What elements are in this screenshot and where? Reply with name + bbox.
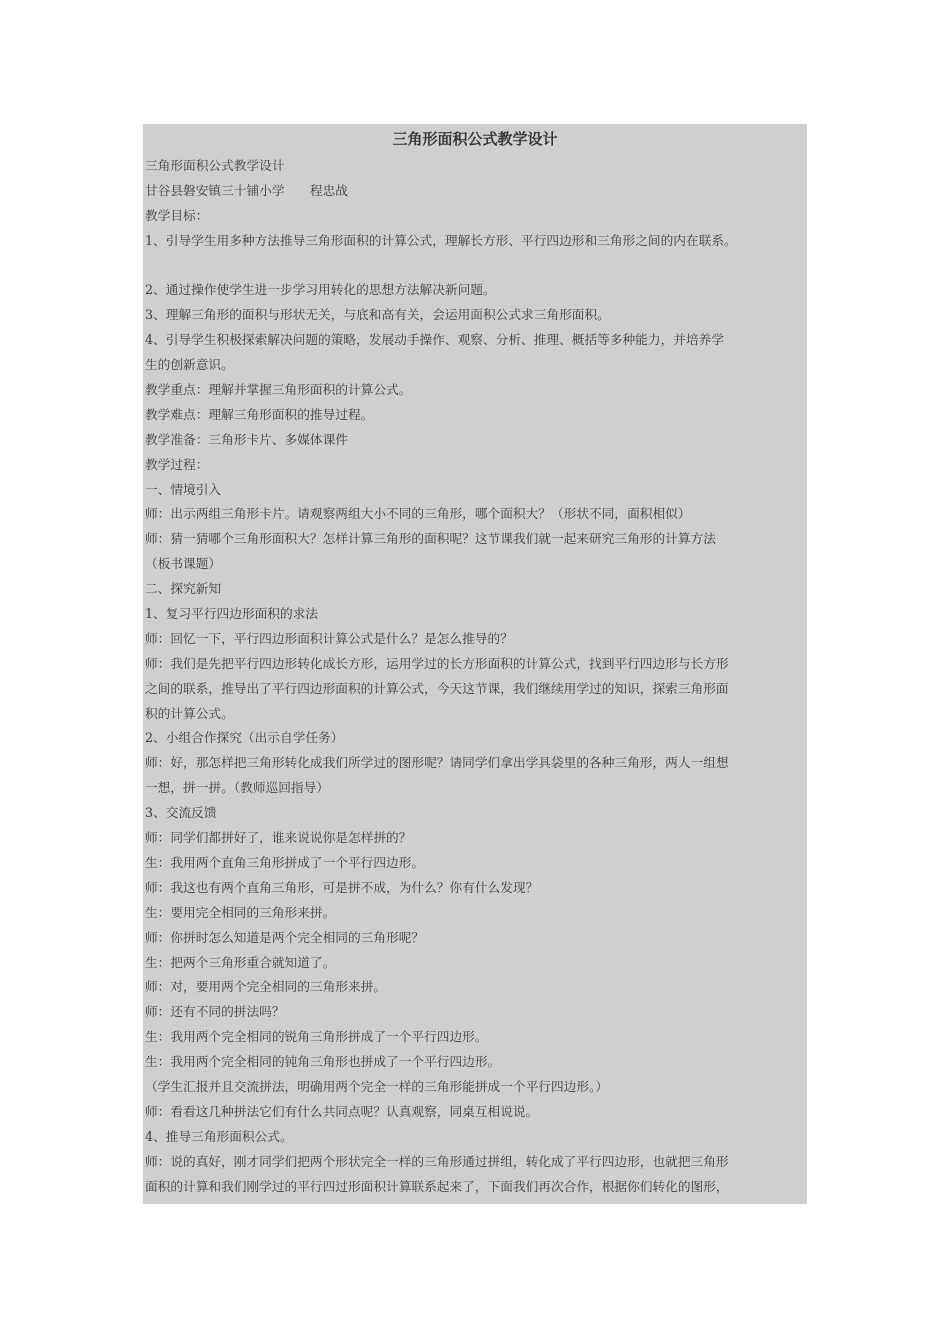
text-line: 1、复习平行四边形面积的求法: [145, 606, 319, 622]
text-line: 甘谷县磐安镇三十铺小学 程忠战: [145, 182, 348, 198]
text-line: 3、理解三角形的面积与形状无关，与底和高有关，会运用面积公式求三角形面积。: [145, 307, 610, 323]
text-line: （板书课题）: [145, 556, 222, 572]
text-line: 生的创新意识。: [145, 357, 234, 373]
text-line: 教学过程：: [145, 456, 209, 472]
text-line: 教学准备：三角形卡片、多媒体课件: [145, 431, 348, 447]
text-line: 师：出示两组三角形卡片。请观察两组大小不同的三角形，哪个面积大？（形状不同，面积相似）: [145, 506, 691, 522]
text-line: 2、小组合作探究（出示自学任务）: [145, 730, 344, 746]
text-line: 一、情境引入: [145, 481, 222, 497]
text-line: 3、交流反馈: [145, 805, 217, 821]
text-line: 师：说的真好，刚才同学们把两个形状完全一样的三角形通过拼组，转化成了平行四边形，也就把三角形: [145, 1153, 729, 1169]
text-line: 师：猜一猜哪个三角形面积大？怎样计算三角形的面积呢？这节课我们就一起来研究三角形的计算方法: [145, 531, 716, 547]
text-line: 4、推导三角形面积公式。: [145, 1128, 293, 1144]
text-line: [145, 254, 807, 279]
text-line: 之间的联系，推导出了平行四边形面积的计算公式，今天这节课，我们继续用学过的知识，探索三角形面: [145, 680, 729, 696]
text-line: 教学难点：理解三角形面积的推导过程。: [145, 406, 374, 422]
text-line: 生：我用两个完全相同的锐角三角形拼成了一个平行四边形。: [145, 1029, 488, 1045]
document-body: [143, 154, 807, 1199]
text-line: 师：回忆一下，平行四边形面积计算公式是什么？是怎么推导的？: [145, 630, 513, 646]
text-line: 一想，拼一拼。（教师巡回指导）: [145, 780, 329, 796]
text-line: 2、通过操作使学生进一步学习用转化的思想方法解决新问题。: [145, 282, 496, 298]
text-line: 生：我用两个完全相同的钝角三角形也拼成了一个平行四边形。: [145, 1054, 501, 1070]
text-line: 4、引导学生积极探索解决问题的策略，发展动手操作、观察、分析、推理、概括等多种能力，并培养学: [145, 332, 725, 348]
text-line: 师：对，要用两个完全相同的三角形来拼。: [145, 979, 387, 995]
text-line: 二、探究新知: [145, 581, 222, 597]
text-line: 师：我们是先把平行四边形转化成长方形，运用学过的长方形面积的计算公式，找到平行四边形与长方形: [145, 655, 729, 671]
text-line: 积的计算公式。: [145, 705, 234, 721]
document-sheet: [143, 124, 807, 1204]
text-line: 1、引导学生用多种方法推导三角形面积的计算公式，理解长方形、平行四边形和三角形之间的内在联系。: [145, 232, 737, 248]
document-title: 三角形面积公式教学设计: [392, 130, 558, 148]
text-line: （学生汇报并且交流拼法，明确用两个完全一样的三角形能拼成一个平行四边形。）: [145, 1078, 609, 1094]
text-line: 生：我用两个直角三角形拼成了一个平行四边形。: [145, 854, 425, 870]
text-line: 三角形面积公式教学设计: [145, 158, 285, 173]
text-line: 师：还有不同的拼法吗？: [145, 1004, 285, 1020]
text-line: 生：要用完全相同的三角形来拼。: [145, 904, 336, 920]
text-line: 面积的计算和我们刚学过的平行四过形面积计算联系起来了，下面我们再次合作，根据你们转化的图形，: [145, 1178, 729, 1194]
text-line: 师：好，那怎样把三角形转化成我们所学过的图形呢？请同学们拿出学具袋里的各种三角形，两人一组想: [145, 755, 729, 771]
text-line: 教学目标：: [145, 207, 209, 223]
text-line: 生：把两个三角形重合就知道了。: [145, 954, 336, 970]
text-line: 师：同学们都拼好了，谁来说说你是怎样拼的？: [145, 830, 412, 846]
text-line: 师：你拼时怎么知道是两个完全相同的三角形呢？: [145, 929, 425, 945]
text-line: 师：看看这几种拼法它们有什么共同点呢？认真观察，同桌互相说说。: [145, 1103, 539, 1119]
text-line: 教学重点：理解并掌握三角形面积的计算公式。: [145, 382, 412, 398]
text-line: 师：我这也有两个直角三角形，可是拼不成，为什么？你有什么发现？: [145, 879, 539, 895]
